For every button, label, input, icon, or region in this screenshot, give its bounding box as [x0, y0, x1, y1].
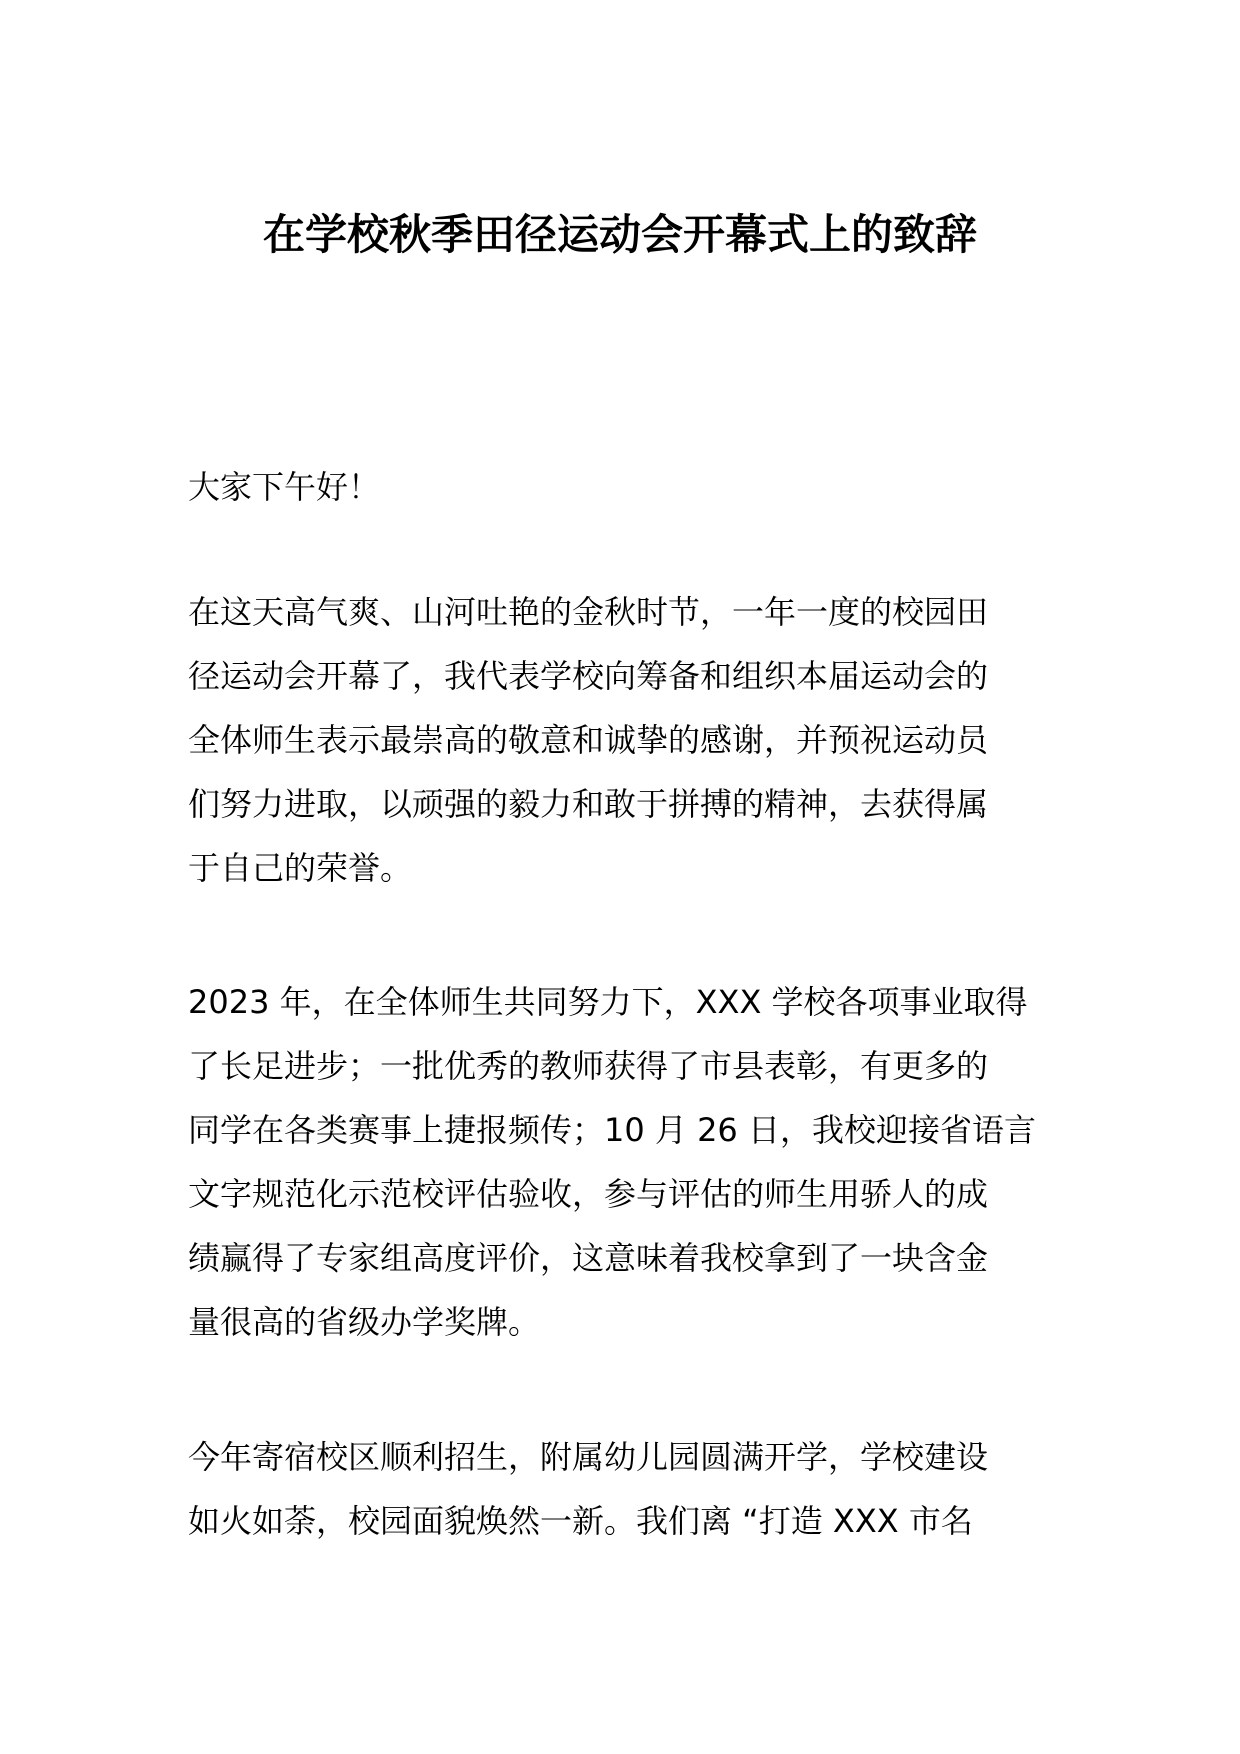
text-line: 2023 年，在全体师生共同努力下，XXX 学校各项事业取得: [188, 983, 1028, 1021]
document-title: 在学校秋季田径运动会开幕式上的致辞: [262, 210, 977, 259]
text-line: 同学在各类赛事上捷报频传；10 月 26 日，我校迎接省语言: [188, 1111, 1036, 1149]
text-line: 文字规范化示范校评估验收，参与评估的师生用骄人的成: [188, 1175, 989, 1213]
text-line: 今年寄宿校区顺利招生，附属幼儿园圆满开学，学校建设: [188, 1438, 989, 1476]
text-line: 全体师生表示最崇高的敬意和诚挚的感谢，并预祝运动员: [188, 721, 989, 759]
text-line: 在这天高气爽、山河吐艳的金秋时节，一年一度的校园田: [188, 593, 989, 631]
text-line: 量很高的省级办学奖牌。: [188, 1303, 541, 1341]
text-line: 于自己的荣誉。: [188, 849, 413, 887]
text-line: 们努力进取，以顽强的毅力和敢于拼搏的精神，去获得属: [188, 785, 989, 823]
paragraph-1: [188, 580, 1058, 900]
paragraph-3: [188, 1425, 1058, 1553]
text-line: 如火如荼，校园面貌焕然一新。我们离 “打造 XXX 市名: [188, 1502, 973, 1540]
text-line: 径运动会开幕了，我代表学校向筹备和组织本届运动会的: [188, 657, 989, 695]
paragraph-2: [188, 970, 1058, 1354]
greeting-paragraph: [188, 455, 1058, 519]
text-line: 了长足进步；一批优秀的教师获得了市县表彰，有更多的: [188, 1047, 989, 1085]
text-line: 绩赢得了专家组高度评价，这意味着我校拿到了一块含金: [188, 1239, 989, 1277]
text-line: 大家下午好！: [188, 468, 381, 506]
